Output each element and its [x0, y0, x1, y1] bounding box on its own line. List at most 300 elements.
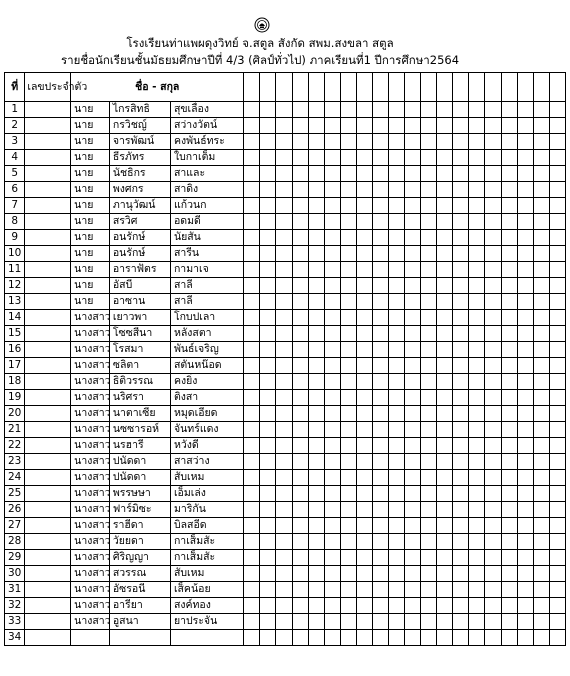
record-cell: [421, 294, 437, 310]
student-id-cell: [25, 166, 71, 182]
last-name: คงยิ่ง: [170, 374, 243, 390]
table-row: [5, 246, 566, 262]
record-cell: [388, 454, 404, 470]
record-cell: [485, 358, 501, 374]
record-cell: [308, 150, 324, 166]
record-cell: [244, 550, 260, 566]
record-cell: [292, 294, 308, 310]
row-number: 17: [5, 358, 25, 374]
record-cell: [405, 374, 421, 390]
school-title: โรงเรียนท่าแพผดุงวิทย์ จ.สตูล สังกัด สพม.สงขลา สตูล: [126, 36, 394, 50]
row-number: 33: [5, 614, 25, 630]
record-cell: [421, 246, 437, 262]
record-cell: [549, 454, 565, 470]
record-cell: [405, 214, 421, 230]
table-row: [5, 502, 566, 518]
record-cell: [324, 390, 340, 406]
record-cell: [308, 390, 324, 406]
record-cell: [340, 486, 356, 502]
first-name: ราฮีดา: [109, 518, 170, 534]
record-cell: [517, 438, 533, 454]
record-cell: [469, 630, 485, 646]
record-cell: [324, 406, 340, 422]
record-cell: [260, 166, 276, 182]
last-name: เอ็มเล่ง: [170, 486, 243, 502]
record-cell: [372, 598, 388, 614]
record-cell: [517, 230, 533, 246]
record-cell: [549, 326, 565, 342]
record-cell: [260, 486, 276, 502]
record-cell: [453, 438, 469, 454]
record-cell: [549, 470, 565, 486]
record-cell: [517, 630, 533, 646]
record-cell: [292, 470, 308, 486]
record-cell: [437, 582, 453, 598]
record-cell: [405, 422, 421, 438]
record-cell: [485, 486, 501, 502]
record-cell: [533, 310, 549, 326]
record-cell: [469, 374, 485, 390]
record-cell: [260, 278, 276, 294]
record-cell: [388, 134, 404, 150]
record-cell: [405, 182, 421, 198]
name-prefix: นางสาว: [71, 518, 110, 534]
record-cell: [356, 326, 372, 342]
record-cell: [308, 326, 324, 342]
record-cell: [501, 342, 517, 358]
row-number: 2: [5, 118, 25, 134]
name-prefix: นางสาว: [71, 358, 110, 374]
record-cell: [276, 582, 292, 598]
record-cell: [324, 262, 340, 278]
row-number: 28: [5, 534, 25, 550]
record-cell: [501, 118, 517, 134]
record-cell: [469, 406, 485, 422]
record-cell: [356, 438, 372, 454]
record-cell: [469, 166, 485, 182]
record-cell: [276, 150, 292, 166]
record-cell: [324, 134, 340, 150]
name-prefix: นางสาว: [71, 374, 110, 390]
record-cell: [501, 470, 517, 486]
record-cell: [485, 166, 501, 182]
student-id-cell: [25, 438, 71, 454]
record-cell: [405, 502, 421, 518]
row-number: 20: [5, 406, 25, 422]
record-cell: [501, 358, 517, 374]
record-cell: [453, 102, 469, 118]
record-cell: [501, 438, 517, 454]
record-cell: [549, 502, 565, 518]
record-cell: [453, 246, 469, 262]
record-cell: [421, 118, 437, 134]
student-id-cell: [25, 582, 71, 598]
record-cell: [533, 502, 549, 518]
record-cell: [453, 406, 469, 422]
student-id-cell: [25, 214, 71, 230]
last-name: สาสว่าง: [170, 454, 243, 470]
record-cell: [469, 342, 485, 358]
record-cell: [437, 406, 453, 422]
record-cell: [469, 310, 485, 326]
student-id-cell: [25, 246, 71, 262]
record-cell: [244, 582, 260, 598]
record-cell: [501, 518, 517, 534]
record-cell: [356, 246, 372, 262]
student-id-cell: [25, 102, 71, 118]
student-id-cell: [25, 326, 71, 342]
record-cell: [405, 230, 421, 246]
record-cell: [356, 390, 372, 406]
record-cell: [340, 278, 356, 294]
first-name: ฟาร์มิซะ: [109, 502, 170, 518]
name-prefix: นางสาว: [71, 310, 110, 326]
record-cell: [485, 630, 501, 646]
record-cell: [549, 358, 565, 374]
record-cell: [356, 230, 372, 246]
last-name: นัยสัน: [170, 230, 243, 246]
record-cell: [501, 390, 517, 406]
record-cell: [405, 534, 421, 550]
record-cell: [372, 390, 388, 406]
record-cell: [517, 566, 533, 582]
first-name: นซซารอห์: [109, 422, 170, 438]
record-cell: [260, 214, 276, 230]
record-cell: [340, 614, 356, 630]
record-cell: [276, 278, 292, 294]
record-cell: [388, 502, 404, 518]
record-cell: [292, 518, 308, 534]
record-cell: [340, 102, 356, 118]
record-cell: [437, 534, 453, 550]
last-name: กาเส็มสัะ: [170, 534, 243, 550]
table-row: [5, 150, 566, 166]
record-cell: [388, 342, 404, 358]
record-cell: [260, 262, 276, 278]
record-cell: [485, 534, 501, 550]
record-cell: [388, 614, 404, 630]
record-cell: [244, 406, 260, 422]
row-number: 12: [5, 278, 25, 294]
name-prefix: นางสาว: [71, 486, 110, 502]
record-cell: [517, 534, 533, 550]
record-cell: [405, 150, 421, 166]
record-cell: [517, 310, 533, 326]
record-cell: [453, 486, 469, 502]
record-cell: [324, 310, 340, 326]
record-cell: [388, 566, 404, 582]
record-cell: [437, 454, 453, 470]
record-cell: [437, 278, 453, 294]
record-cell: [453, 374, 469, 390]
record-cell: [549, 278, 565, 294]
record-cell: [469, 150, 485, 166]
record-cell: [453, 566, 469, 582]
record-cell: [340, 150, 356, 166]
table-row: [5, 470, 566, 486]
record-cell: [549, 614, 565, 630]
record-cell: [437, 550, 453, 566]
record-cell: [485, 454, 501, 470]
record-cell: [405, 278, 421, 294]
record-cell: [292, 102, 308, 118]
record-cell: [421, 326, 437, 342]
record-cell: [421, 166, 437, 182]
last-name: อดมดี: [170, 214, 243, 230]
record-cell: [485, 294, 501, 310]
record-cell: [292, 230, 308, 246]
record-cell: [437, 358, 453, 374]
record-cell: [372, 278, 388, 294]
record-cell: [260, 518, 276, 534]
record-cell: [372, 630, 388, 646]
record-cell: [244, 102, 260, 118]
record-cell: [388, 310, 404, 326]
record-cell: [356, 518, 372, 534]
record-cell: [244, 278, 260, 294]
record-cell: [340, 502, 356, 518]
record-cell: [533, 566, 549, 582]
record-cell: [437, 310, 453, 326]
record-cell: [308, 422, 324, 438]
row-number: 23: [5, 454, 25, 470]
record-cell: [372, 310, 388, 326]
record-cell: [485, 470, 501, 486]
record-cell: [276, 390, 292, 406]
record-cell: [260, 230, 276, 246]
record-cell: [292, 358, 308, 374]
record-cell: [549, 550, 565, 566]
record-cell: [356, 182, 372, 198]
record-cell: [340, 374, 356, 390]
record-cell: [533, 406, 549, 422]
record-cell: [340, 342, 356, 358]
record-cell: [356, 166, 372, 182]
name-prefix: นางสาว: [71, 390, 110, 406]
student-id-cell: [25, 454, 71, 470]
record-cell: [260, 390, 276, 406]
record-cell: [244, 502, 260, 518]
record-cell: [308, 102, 324, 118]
record-cell: [372, 502, 388, 518]
record-cell: [260, 502, 276, 518]
name-prefix: นางสาว: [71, 566, 110, 582]
last-name: พันธ์เจริญ: [170, 342, 243, 358]
record-cell: [421, 374, 437, 390]
record-cell: [517, 262, 533, 278]
row-number: 3: [5, 134, 25, 150]
last-name: ใบกาเต็ม: [170, 150, 243, 166]
record-cell: [421, 486, 437, 502]
record-cell: [372, 518, 388, 534]
last-name: บิลสอีด: [170, 518, 243, 534]
record-cell: [324, 550, 340, 566]
record-cell: [437, 422, 453, 438]
record-cell: [308, 614, 324, 630]
record-cell: [421, 134, 437, 150]
first-name: ธิติวรรณ: [109, 374, 170, 390]
record-cell: [453, 182, 469, 198]
table-row: [5, 230, 566, 246]
record-cell: [469, 534, 485, 550]
record-cell: [469, 102, 485, 118]
record-cell: [485, 326, 501, 342]
record-cell: [453, 310, 469, 326]
last-name: คงพันธ์ทระ: [170, 134, 243, 150]
record-cell: [276, 422, 292, 438]
record-cell: [549, 342, 565, 358]
table-row: [5, 262, 566, 278]
record-cell: [372, 230, 388, 246]
record-cell: [244, 470, 260, 486]
record-cell: [517, 166, 533, 182]
record-cell: [453, 614, 469, 630]
record-cell: [292, 630, 308, 646]
record-cell: [421, 630, 437, 646]
record-cell: [533, 630, 549, 646]
row-number: 19: [5, 390, 25, 406]
record-cell: [308, 294, 324, 310]
record-cell: [405, 262, 421, 278]
record-cell: [437, 630, 453, 646]
record-cell: [372, 550, 388, 566]
record-cell: [340, 294, 356, 310]
row-number: 22: [5, 438, 25, 454]
record-cell: [356, 294, 372, 310]
record-cell: [421, 230, 437, 246]
record-cell: [501, 246, 517, 262]
record-cell: [421, 214, 437, 230]
record-cell: [453, 630, 469, 646]
record-cell: [356, 502, 372, 518]
record-cell: [340, 518, 356, 534]
record-cell: [437, 246, 453, 262]
record-cell: [405, 630, 421, 646]
row-number: 29: [5, 550, 25, 566]
record-cell: [485, 374, 501, 390]
student-id-cell: [25, 598, 71, 614]
record-cell: [517, 518, 533, 534]
record-cell: [517, 134, 533, 150]
record-cell: [517, 358, 533, 374]
record-cell: [469, 262, 485, 278]
record-cell: [533, 214, 549, 230]
record-cell: [340, 326, 356, 342]
record-cell: [260, 358, 276, 374]
record-cell: [340, 182, 356, 198]
row-number: 34: [5, 630, 25, 646]
record-cell: [501, 374, 517, 390]
record-cell: [469, 214, 485, 230]
record-cell: [292, 454, 308, 470]
record-cell: [388, 118, 404, 134]
record-cell: [421, 182, 437, 198]
record-cell: [453, 278, 469, 294]
record-cell: [292, 374, 308, 390]
table-row: [5, 422, 566, 438]
record-cell: [292, 278, 308, 294]
record-cell: [421, 358, 437, 374]
record-cell: [388, 198, 404, 214]
record-cell: [437, 438, 453, 454]
record-cell: [356, 550, 372, 566]
record-cell: [437, 294, 453, 310]
record-cell: [340, 454, 356, 470]
student-id-cell: [25, 550, 71, 566]
student-id-cell: [25, 502, 71, 518]
record-cell: [260, 406, 276, 422]
table-row: [5, 358, 566, 374]
record-cell: [292, 438, 308, 454]
name-prefix: นางสาว: [71, 502, 110, 518]
name-prefix: นาย: [71, 166, 110, 182]
record-cell: [469, 358, 485, 374]
record-cell: [421, 582, 437, 598]
record-cell: [421, 406, 437, 422]
record-cell: [549, 422, 565, 438]
record-cell: [276, 454, 292, 470]
record-cell: [517, 294, 533, 310]
record-cell: [405, 310, 421, 326]
last-name: สว่างวัตน์: [170, 118, 243, 134]
record-cell: [276, 342, 292, 358]
record-cell: [437, 374, 453, 390]
record-cell: [292, 182, 308, 198]
record-cell: [405, 166, 421, 182]
record-cell: [308, 246, 324, 262]
record-cell: [276, 470, 292, 486]
record-cell: [308, 134, 324, 150]
record-cell: [324, 534, 340, 550]
record-cell: [453, 198, 469, 214]
record-cell: [517, 374, 533, 390]
table-row: [5, 214, 566, 230]
record-cell: [437, 262, 453, 278]
record-cell: [437, 182, 453, 198]
record-cell: [485, 134, 501, 150]
record-cell: [469, 582, 485, 598]
record-cell: [372, 102, 388, 118]
record-cell: [549, 630, 565, 646]
record-cell: [421, 470, 437, 486]
record-cell: [388, 598, 404, 614]
record-cell: [437, 614, 453, 630]
record-cell: [324, 502, 340, 518]
record-cell: [388, 550, 404, 566]
row-number: 27: [5, 518, 25, 534]
first-name: อารียา: [109, 598, 170, 614]
record-cell: [372, 534, 388, 550]
record-cell: [469, 502, 485, 518]
record-cell: [549, 214, 565, 230]
record-cell: [356, 150, 372, 166]
record-cell: [405, 246, 421, 262]
last-name: กามาเจ: [170, 262, 243, 278]
record-cell: [292, 262, 308, 278]
record-cell: [308, 486, 324, 502]
record-cell: [356, 134, 372, 150]
student-id-cell: [25, 566, 71, 582]
record-cell: [276, 118, 292, 134]
table-row: [5, 566, 566, 582]
table-row: [5, 406, 566, 422]
record-cell: [356, 454, 372, 470]
record-cell: [388, 534, 404, 550]
record-cell: [453, 598, 469, 614]
record-cell: [356, 582, 372, 598]
record-cell: [405, 118, 421, 134]
first-name: อนรักษ์: [109, 230, 170, 246]
